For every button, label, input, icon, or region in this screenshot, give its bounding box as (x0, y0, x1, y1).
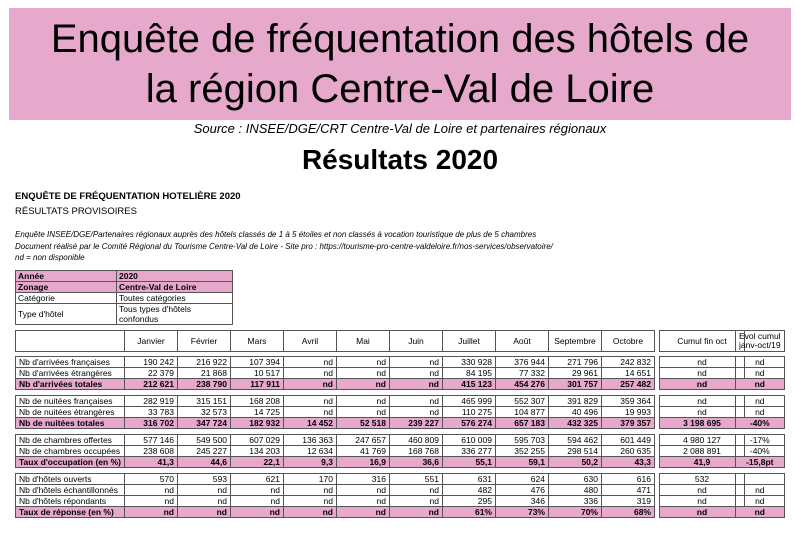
table-cell: 624 (495, 474, 548, 485)
table-cell: 301 757 (548, 379, 601, 390)
table-cell: nd (336, 485, 389, 496)
table-cell: 43,3 (601, 457, 654, 468)
cum-cell: nd (660, 507, 745, 518)
table-row (16, 407, 655, 418)
month-header: Septembre (548, 331, 601, 352)
evo-cell: nd (736, 507, 785, 518)
table-cell: 471 (601, 485, 654, 496)
table-cell: 68% (601, 507, 654, 518)
row-label: Taux de réponse (en %) (16, 507, 125, 518)
row-label: Nb d'arrivées françaises (16, 357, 125, 368)
info-row (16, 271, 233, 282)
cum-row (660, 485, 745, 496)
table-cell: nd (283, 396, 336, 407)
table-cell: 44,6 (177, 457, 230, 468)
doc-subheading: RÉSULTATS PROVISOIRES (15, 206, 137, 217)
cum-cell: nd (660, 407, 745, 418)
table-cell: nd (283, 379, 336, 390)
table-cell: 415 123 (442, 379, 495, 390)
cum-row (660, 446, 745, 457)
table-row (16, 507, 655, 518)
table-cell: nd (389, 357, 442, 368)
evo-row (736, 496, 785, 507)
evo-cell: nd (736, 379, 785, 390)
table-cell: 346 (495, 496, 548, 507)
table-cell: 239 227 (389, 418, 442, 429)
table-cell: 257 482 (601, 379, 654, 390)
title-line-1: Enquête de fréquentation des hôtels de (50, 17, 750, 61)
row-label: Nb de nuitées françaises (16, 396, 125, 407)
table-cell: 454 276 (495, 379, 548, 390)
table-cell: nd (283, 368, 336, 379)
table-cell: 29 961 (548, 368, 601, 379)
table-cell: nd (283, 507, 336, 518)
table-cell: 594 462 (548, 435, 601, 446)
table-row (16, 435, 655, 446)
cum-cell: nd (660, 357, 745, 368)
evo-row (736, 507, 785, 518)
table-cell: 607 029 (230, 435, 283, 446)
info-row (16, 304, 233, 325)
table-cell: 238 790 (177, 379, 230, 390)
table-cell: nd (389, 407, 442, 418)
cum-cell: nd (660, 379, 745, 390)
info-value: 2020 (117, 271, 233, 282)
info-key: Zonage (16, 282, 117, 293)
note-source: Document réalisé par le Comité Régional du Tourisme Centre-Val de Loire - Site pro : https://tourisme-pro-centre-valdeloire.fr/nos-services/observatoire/ (15, 241, 553, 251)
cum-row (660, 396, 745, 407)
evo-header-l1: Evol cumul (739, 331, 781, 341)
info-key: Type d'hôtel (16, 304, 117, 325)
cum-row (660, 379, 745, 390)
table-row (16, 474, 655, 485)
title-banner (9, 8, 791, 120)
note-nd: nd = non disponible (15, 253, 85, 262)
table-row (16, 485, 655, 496)
table-cell: 59,1 (495, 457, 548, 468)
table-cell: nd (336, 496, 389, 507)
table-cell: 621 (230, 474, 283, 485)
table-cell: 14 651 (601, 368, 654, 379)
table-cell: 84 195 (442, 368, 495, 379)
monthly-table (15, 330, 655, 518)
table-cell: 465 999 (442, 396, 495, 407)
table-cell: 52 518 (336, 418, 389, 429)
table-cell: 136 363 (283, 435, 336, 446)
evo-cell: nd (736, 357, 785, 368)
table-cell: 616 (601, 474, 654, 485)
table-cell: 631 (442, 474, 495, 485)
table-cell: 242 832 (601, 357, 654, 368)
info-value: Tous types d'hôtels confondus (117, 304, 233, 325)
cum-cell: nd (660, 368, 745, 379)
info-value: Toutes catégories (117, 293, 233, 304)
doc-heading: ENQUÊTE DE FRÉQUENTATION HOTELIÈRE 2020 (15, 191, 241, 202)
table-cell: 570 (124, 474, 177, 485)
source-line: Source : INSEE/DGE/CRT Centre-Val de Loire et partenaires régionaux (193, 121, 607, 136)
cum-cell: 3 198 695 (660, 418, 745, 429)
evo-cell: -15,8pt (736, 457, 785, 468)
table-cell: nd (389, 485, 442, 496)
table-cell: nd (336, 507, 389, 518)
table-cell: 347 724 (177, 418, 230, 429)
table-cell: 70% (548, 507, 601, 518)
table-cell: nd (389, 379, 442, 390)
table-cell: 319 (601, 496, 654, 507)
info-table (15, 270, 233, 325)
table-cell: nd (124, 496, 177, 507)
cumulative-table (659, 330, 745, 518)
evolution-table (735, 330, 785, 518)
evo-cell: nd (736, 368, 785, 379)
cum-row (660, 418, 745, 429)
table-cell: 50,2 (548, 457, 601, 468)
table-cell: 168 208 (230, 396, 283, 407)
evo-row (736, 396, 785, 407)
table-cell: 117 911 (230, 379, 283, 390)
info-row (16, 282, 233, 293)
table-row (16, 496, 655, 507)
table-row (16, 457, 655, 468)
table-row (16, 368, 655, 379)
table-cell: 379 357 (601, 418, 654, 429)
table-cell: 14 452 (283, 418, 336, 429)
cum-row (660, 435, 745, 446)
table-cell: 391 829 (548, 396, 601, 407)
table-row (16, 379, 655, 390)
month-header: Juillet (442, 331, 495, 352)
table-cell: 577 146 (124, 435, 177, 446)
table-cell: nd (177, 485, 230, 496)
table-cell: 460 809 (389, 435, 442, 446)
info-row (16, 293, 233, 304)
cum-cell: 2 088 891 (660, 446, 745, 457)
table-cell: nd (336, 368, 389, 379)
table-cell: 19 993 (601, 407, 654, 418)
evo-row (736, 379, 785, 390)
table-cell: 134 203 (230, 446, 283, 457)
cum-cell: 532 (660, 474, 745, 485)
table-cell: 593 (177, 474, 230, 485)
table-cell: nd (177, 496, 230, 507)
info-value: Centre-Val de Loire (117, 282, 233, 293)
table-cell: nd (283, 407, 336, 418)
cum-cell: 4 980 127 (660, 435, 745, 446)
row-label: Nb de chambres offertes (16, 435, 125, 446)
table-cell: 168 768 (389, 446, 442, 457)
table-cell: 610 009 (442, 435, 495, 446)
table-cell: nd (230, 496, 283, 507)
cum-row (660, 368, 745, 379)
table-cell: 41 769 (336, 446, 389, 457)
table-cell: nd (389, 396, 442, 407)
table-cell: 295 (442, 496, 495, 507)
month-header: Août (495, 331, 548, 352)
table-cell: nd (336, 396, 389, 407)
row-label: Nb de chambres occupées (16, 446, 125, 457)
row-label: Nb de nuitées étrangères (16, 407, 125, 418)
doc-notes (15, 229, 553, 264)
evo-row (736, 485, 785, 496)
table-cell: 104 877 (495, 407, 548, 418)
cum-row (660, 357, 745, 368)
row-label: Nb d'hôtels répondants (16, 496, 125, 507)
evo-cell: -17% (736, 435, 785, 446)
cum-row (660, 474, 745, 485)
table-cell: 212 621 (124, 379, 177, 390)
evo-cell (736, 474, 785, 485)
row-label: Nb d'hôtels ouverts (16, 474, 125, 485)
table-cell: 36,6 (389, 457, 442, 468)
header-blank (16, 331, 125, 352)
table-cell: 576 274 (442, 418, 495, 429)
table-cell: nd (124, 485, 177, 496)
table-cell: 190 242 (124, 357, 177, 368)
table-cell: 482 (442, 485, 495, 496)
evo-row (736, 474, 785, 485)
evo-cell: nd (736, 496, 785, 507)
table-cell: 359 364 (601, 396, 654, 407)
evo-cell: nd (736, 396, 785, 407)
table-cell: 352 255 (495, 446, 548, 457)
table-cell: 61% (442, 507, 495, 518)
month-header: Juin (389, 331, 442, 352)
month-header: Février (177, 331, 230, 352)
evo-cell: nd (736, 485, 785, 496)
table-cell: nd (389, 368, 442, 379)
row-label: Nb d'arrivées étrangères (16, 368, 125, 379)
cum-row (660, 507, 745, 518)
table-cell: 33 783 (124, 407, 177, 418)
table-cell: 298 514 (548, 446, 601, 457)
evo-cell: -40% (736, 418, 785, 429)
table-cell: nd (389, 496, 442, 507)
table-cell: 32 573 (177, 407, 230, 418)
month-header: Avril (283, 331, 336, 352)
table-cell: 77 332 (495, 368, 548, 379)
table-cell: 245 227 (177, 446, 230, 457)
table-cell: 330 928 (442, 357, 495, 368)
table-cell: 630 (548, 474, 601, 485)
table-cell: nd (283, 496, 336, 507)
table-cell: nd (177, 507, 230, 518)
table-cell: nd (230, 507, 283, 518)
cum-header: Cumul fin oct (660, 331, 745, 352)
title-line-2: la région Centre-Val de Loire (145, 67, 655, 111)
table-cell: 107 394 (230, 357, 283, 368)
evo-header-row (736, 331, 785, 352)
month-header: Mars (230, 331, 283, 352)
table-cell: nd (389, 507, 442, 518)
table-cell: 170 (283, 474, 336, 485)
evo-header-l2: janv-oct/19 (739, 340, 781, 350)
table-cell: nd (230, 485, 283, 496)
table-cell: 216 922 (177, 357, 230, 368)
table-cell: 10 517 (230, 368, 283, 379)
table-cell: 12 634 (283, 446, 336, 457)
table-cell: 73% (495, 507, 548, 518)
table-cell: 41,3 (124, 457, 177, 468)
month-header: Janvier (124, 331, 177, 352)
cum-header-row (660, 331, 745, 352)
table-cell: 21 868 (177, 368, 230, 379)
table-cell: 282 919 (124, 396, 177, 407)
info-key: Année (16, 271, 117, 282)
table-cell: nd (336, 379, 389, 390)
header-row (16, 331, 655, 352)
info-key: Catégorie (16, 293, 117, 304)
table-cell: nd (283, 357, 336, 368)
table-cell: 657 183 (495, 418, 548, 429)
cum-cell: nd (660, 496, 745, 507)
table-cell: 260 635 (601, 446, 654, 457)
table-cell: 316 (336, 474, 389, 485)
cum-cell: nd (660, 396, 745, 407)
table-cell: nd (336, 357, 389, 368)
table-cell: nd (124, 507, 177, 518)
table-cell: 9,3 (283, 457, 336, 468)
cum-cell: nd (660, 485, 745, 496)
table-cell: 551 (389, 474, 442, 485)
table-cell: 14 725 (230, 407, 283, 418)
table-cell: 40 496 (548, 407, 601, 418)
evo-row (736, 457, 785, 468)
evo-row (736, 357, 785, 368)
note-survey: Enquête INSEE/DGE/Partenaires régionaux auprès des hôtels classés de 1 à 5 étoiles et non classés à vocation touristique de plus de 5 chambres (15, 230, 537, 239)
table-cell: 22 379 (124, 368, 177, 379)
evo-cell: -40% (736, 446, 785, 457)
evo-row (736, 368, 785, 379)
table-cell: 110 275 (442, 407, 495, 418)
row-label: Nb de nuitées totales (16, 418, 125, 429)
evo-cell: nd (736, 407, 785, 418)
cum-cell: 41,9 (660, 457, 745, 468)
table-cell: 552 307 (495, 396, 548, 407)
table-row (16, 357, 655, 368)
table-row (16, 418, 655, 429)
evo-row (736, 446, 785, 457)
row-label: Nb d'arrivées totales (16, 379, 125, 390)
table-cell: 336 (548, 496, 601, 507)
evo-row (736, 435, 785, 446)
table-cell: 247 657 (336, 435, 389, 446)
month-header: Mai (336, 331, 389, 352)
row-label: Nb d'hôtels échantillonnés (16, 485, 125, 496)
table-cell: 271 796 (548, 357, 601, 368)
table-cell: 480 (548, 485, 601, 496)
table-cell: 182 932 (230, 418, 283, 429)
table-cell: 432 325 (548, 418, 601, 429)
table-row (16, 446, 655, 457)
table-cell: 549 500 (177, 435, 230, 446)
cum-row (660, 496, 745, 507)
table-cell: 336 277 (442, 446, 495, 457)
table-row (16, 396, 655, 407)
table-cell: 315 151 (177, 396, 230, 407)
evo-row (736, 418, 785, 429)
table-cell: 55,1 (442, 457, 495, 468)
row-label: Taux d'occupation (en %) (16, 457, 125, 468)
results-title: Résultats 2020 (301, 144, 499, 175)
evo-header (736, 331, 785, 352)
table-cell: nd (283, 485, 336, 496)
table-cell: 595 703 (495, 435, 548, 446)
cum-row (660, 457, 745, 468)
table-cell: 22,1 (230, 457, 283, 468)
table-cell: nd (336, 407, 389, 418)
evo-row (736, 407, 785, 418)
cum-row (660, 407, 745, 418)
table-cell: 476 (495, 485, 548, 496)
table-cell: 316 702 (124, 418, 177, 429)
table-cell: 376 944 (495, 357, 548, 368)
table-cell: 238 608 (124, 446, 177, 457)
table-cell: 16,9 (336, 457, 389, 468)
month-header: Octobre (601, 331, 654, 352)
table-cell: 601 449 (601, 435, 654, 446)
